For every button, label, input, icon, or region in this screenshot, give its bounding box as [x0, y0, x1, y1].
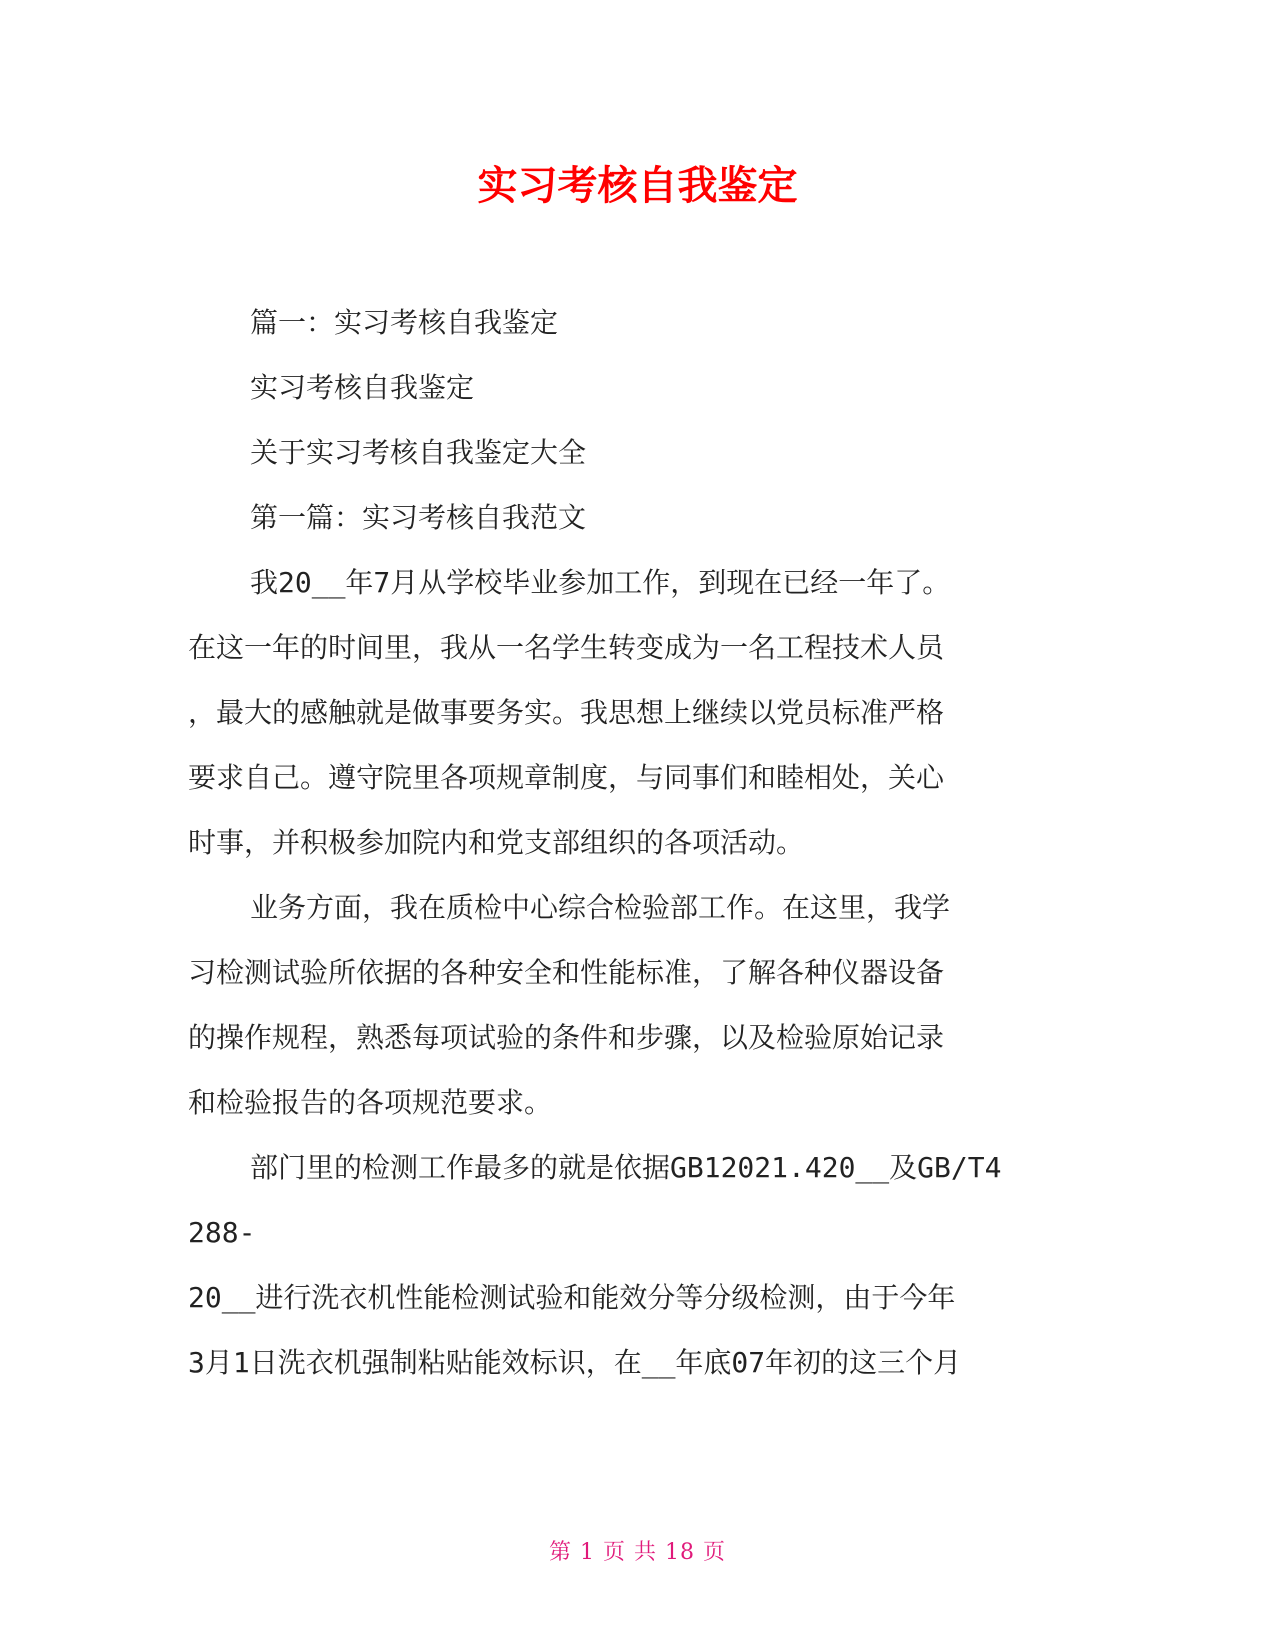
paragraph-line: 业务方面，我在质检中心综合检验部工作。在这里，我学: [250, 891, 951, 924]
paragraph-line: 3月1日洗衣机强制粘贴能效标识，在__年底07年初的这三个月: [188, 1346, 962, 1379]
paragraph-line: 我20__年7月从学校毕业参加工作，到现在已经一年了。: [250, 566, 951, 599]
paragraph-line: 部门里的检测工作最多的就是依据GB12021.420__及GB/T4: [250, 1151, 1002, 1184]
paragraph-line: 习检测试验所依据的各种安全和性能标准，了解各种仪器设备: [188, 956, 945, 989]
paragraph-line: ，最大的感触就是做事要务实。我思想上继续以党员标准严格: [188, 696, 945, 729]
paragraph-line: 要求自己。遵守院里各项规章制度，与同事们和睦相处，关心: [188, 761, 945, 794]
page-number-footer: 第 1 页 共 18 页: [549, 1540, 726, 1565]
paragraph-line: 的操作规程，熟悉每项试验的条件和步骤，以及检验原始记录: [188, 1021, 945, 1054]
subtitle-line: 实习考核自我鉴定: [250, 371, 475, 404]
paragraph-line: 在这一年的时间里，我从一名学生转变成为一名工程技术人员: [188, 631, 945, 664]
paragraph-line: 288-: [188, 1216, 256, 1249]
document-body: [188, 290, 1088, 1395]
subtitle-line: 关于实习考核自我鉴定大全: [250, 436, 587, 469]
document-title: 实习考核自我鉴定: [477, 163, 798, 209]
paragraph-line: 和检验报告的各项规范要求。: [188, 1086, 553, 1119]
section-heading: 第一篇：实习考核自我范文: [250, 501, 587, 534]
section-heading: 篇一：实习考核自我鉴定: [250, 306, 559, 339]
paragraph-line: 20__进行洗衣机性能检测试验和能效分等分级检测，由于今年: [188, 1281, 956, 1314]
paragraph-line: 时事，并积极参加院内和党支部组织的各项活动。: [188, 826, 805, 859]
